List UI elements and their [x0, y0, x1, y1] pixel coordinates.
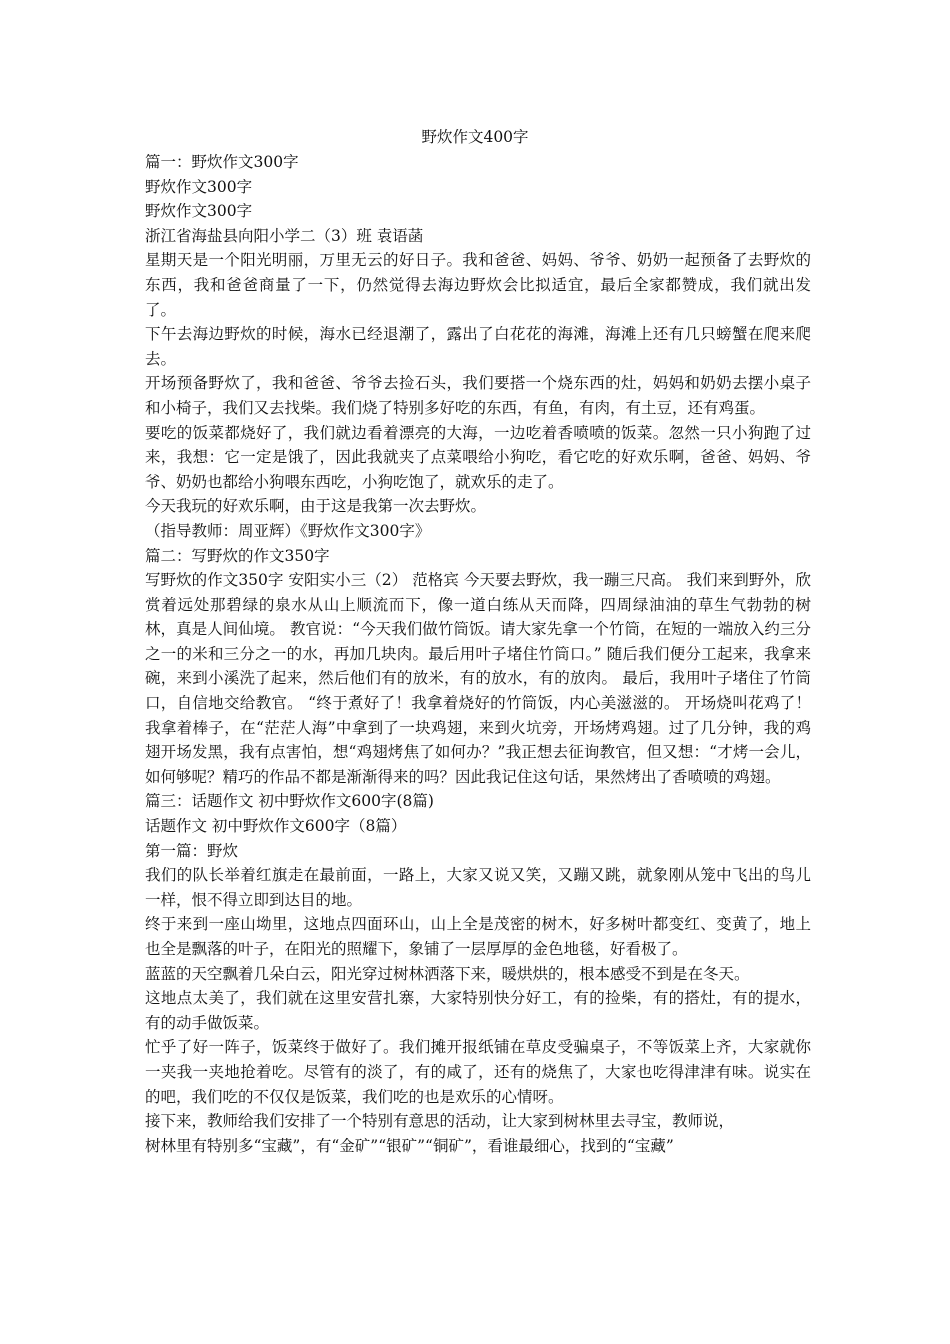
section-heading: 篇二：写野炊的作文350字 [145, 546, 330, 565]
paragraph: 开场预备野炊了，我和爸爸、爷爷去捡石头，我们要搭一个烧东西的灶，妈妈和奶奶去摆小桌子和小椅子，我们又去找柴。我们烧了特别多好吃的东西，有鱼，有肉，有土豆，还有鸡蛋。 [145, 374, 811, 417]
paragraph: 下午去海边野炊的时候，海水已经退潮了，露出了白花花的海滩，海滩上还有几只螃蟹在爬来爬去。 [145, 325, 811, 368]
paragraph: 篇一：野炊作文300字 [145, 153, 299, 171]
paragraph: 话题作文 初中野炊作文600字（8篇） [145, 817, 407, 836]
section-heading: 篇三：话题作文 初中野炊作文600字(8篇) [145, 792, 434, 811]
paragraph: 我们的队长举着红旗走在最前面，一路上，大家又说又笑，又蹦又跳，就象刚从笼中飞出的鸟儿一样，恨不得立即到达目的地。 [145, 866, 811, 909]
paragraph: 蓝蓝的天空飘着几朵白云，阳光穿过树林洒落下来，暖烘烘的，根本感受不到是在冬天。 [145, 964, 750, 983]
paragraph: 浙江省海盐县向阳小学二（3）班 袁语菡 [145, 226, 424, 245]
document-title: 野炊作文400字 [421, 128, 529, 146]
paragraph: 这地点太美了，我们就在这里安营扎寨，大家特别快分好工，有的捡柴，有的搭灶，有的提水，有的动手做饭菜。 [145, 989, 811, 1032]
paragraph: 写野炊的作文350字 安阳实小三（2） 范格宾 今天要去野炊，我一蹦三尺高。 我们来到野外，欣赏着远处那碧绿的泉水从山上顺流而下，像一道白练从天而降，四周绿油油的草生气勃勃的树林，真是人间仙境。 教官说：“今天我们做竹筒饭。请大家先拿一个竹筒，在短的一端放入约三分之一的米和三分之一的水，再加几块肉。最后用叶子堵住竹筒口。” 随后我们便分工起来，我拿来碗，来到小溪洗了起来，然后他们有的放米，有的放水，有的放肉。 最后，我用叶子堵住了竹筒口，自信地交给教官。 “终于煮好了！我拿着烧好的竹筒饭，内心美滋滋的。 开场烧叫花鸡了！我拿着棒子，在“茫茫人海”中拿到了一块鸡翅，来到火坑旁，开场烤鸡翅。过了几分钟，我的鸡翅开场发黑，我有点害怕，想“鸡翅烤焦了如何办？”我正想去征询教官，但又想：“才烤一会儿，如何够呢？精巧的作品不都是渐渐得来的吗？因此我记住这句话，果然烤出了香喷喷的鸡翅。 [145, 571, 811, 786]
paragraph: （指导教师：周亚辉）《野炊作文300字》 [145, 521, 431, 540]
paragraph: 接下来，教师给我们安排了一个特别有意思的活动，让大家到树林里去寻宝，教师说， [145, 1112, 735, 1131]
paragraph: 终于来到一座山坳里，这地点四面环山，山上全是茂密的树木，好多树叶都变红、变黄了，地上也全是飘落的叶子，在阳光的照耀下，象铺了一层厚厚的金色地毯，好看极了。 [145, 915, 811, 958]
document-body [145, 150, 811, 1158]
paragraph: 今天我玩的好欢乐啊，由于这是我第一次去野炊。 [145, 497, 487, 516]
paragraph: 树林里有特别多“宝藏”，有“金矿”“银矿”“铜矿”，看谁最细心，找到的“宝藏” [145, 1136, 674, 1155]
paragraph: 第一篇：野炊 [145, 841, 239, 860]
paragraph: 忙乎了好一阵子，饭菜终于做好了。我们摊开报纸铺在草皮受骗桌子，不等饭菜上齐，大家就你一夹我一夹地抢着吃。尽管有的淡了，有的咸了，还有的烧焦了，大家也吃得津津有味。说实在的吧，我们吃的不仅仅是饭菜，我们吃的也是欢乐的心情呀。 [145, 1038, 811, 1106]
paragraph: 星期天是一个阳光明丽，万里无云的好日子。我和爸爸、妈妈、爷爷、奶奶一起预备了去野炊的东西，我和爸爸商量了一下，仍然觉得去海边野炊会比拟适宜，最后全家都赞成，我们就出发了。 [145, 251, 811, 319]
paragraph: 野炊作文300字 [145, 177, 253, 196]
paragraph: 野炊作文300字 [145, 202, 253, 221]
paragraph: 要吃的饭菜都烧好了，我们就边看着漂亮的大海，一边吃着香喷喷的饭菜。忽然一只小狗跑了过来，我想：它一定是饿了，因此我就夹了点菜喂给小狗吃，看它吃的好欢乐啊，爸爸、妈妈、爷爷、奶奶也都给小狗喂东西吃，小狗吃饱了，就欢乐的走了。 [145, 423, 811, 491]
